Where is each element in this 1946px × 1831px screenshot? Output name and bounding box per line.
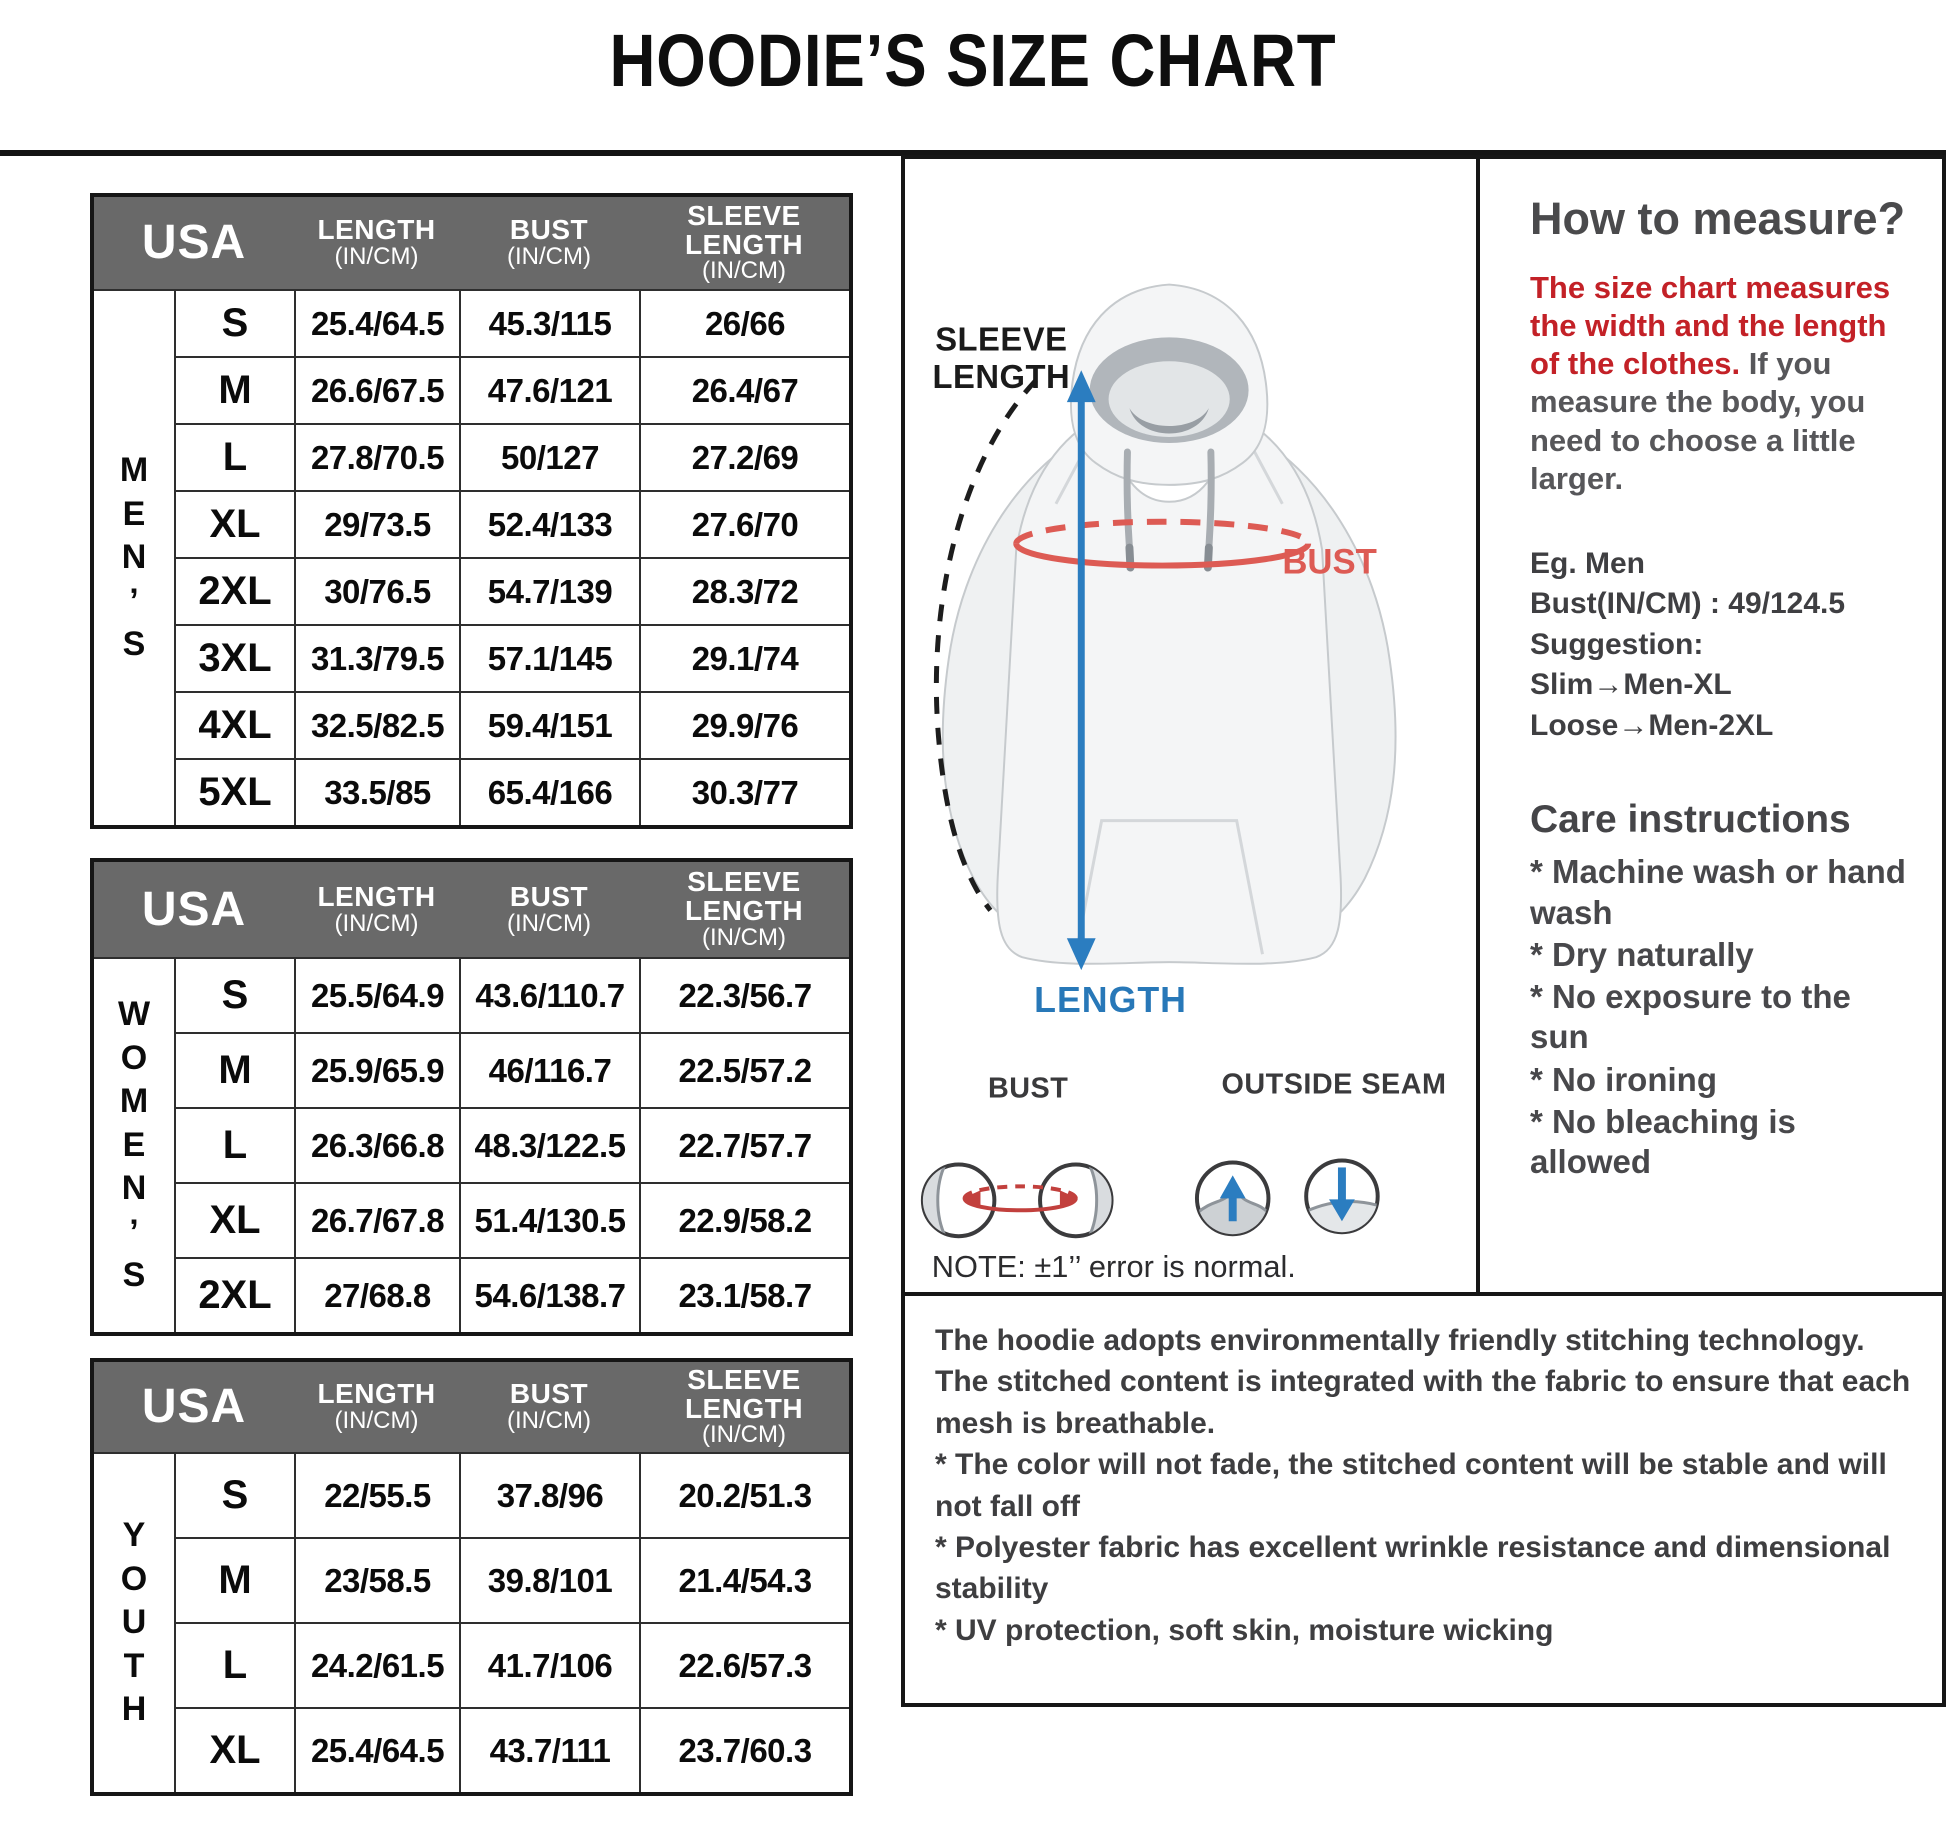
size-label-cell: 2XL <box>174 1257 294 1332</box>
how-to-measure-panel <box>1480 159 1942 1296</box>
group-label <box>94 289 174 825</box>
value-cell: 22.3/56.7 <box>639 957 849 1032</box>
example-line: Suggestion: <box>1530 627 1704 661</box>
care-instructions-heading: Care instructions <box>1530 798 1851 842</box>
size-label-cell: S <box>174 289 294 356</box>
measure-gray-text: If you measure the body, you need to choose a little larger. <box>1530 346 1866 496</box>
value-cell: 26.6/67.5 <box>294 356 459 423</box>
value-cell: 20.2/51.3 <box>639 1452 849 1537</box>
description-bullet: * The color will not fade, the stitched content will be stable and will not fall off <box>935 1448 1887 1523</box>
value-cell: 26.7/67.8 <box>294 1182 459 1257</box>
column-label: SLEEVE LENGTH <box>684 1363 804 1424</box>
value-cell: 26/66 <box>639 289 849 356</box>
youth-size-table <box>90 1358 853 1796</box>
measure-red-text: The size chart measures the width and the length of the clothes. <box>1530 270 1891 382</box>
group-letter: H <box>121 1690 147 1729</box>
value-cell: 52.4/133 <box>459 490 639 557</box>
bust-measure-arrow <box>963 1186 1078 1210</box>
bust-label: BUST <box>1282 542 1377 582</box>
value-cell: 37.8/96 <box>459 1452 639 1537</box>
table-header-col <box>459 1362 639 1452</box>
group-letter: S <box>122 1256 146 1295</box>
table-header-col <box>639 197 849 289</box>
length-label: LENGTH <box>1034 979 1187 1021</box>
size-label-cell: L <box>174 1107 294 1182</box>
column-label: SLEEVE LENGTH <box>684 199 804 260</box>
description-bullet: * Polyester fabric has excellent wrinkle resistance and dimensional stability <box>935 1530 1891 1606</box>
value-cell: 65.4/166 <box>459 758 639 825</box>
column-unit: (IN/CM) <box>507 243 591 271</box>
description-bullet: * UV protection, soft skin, moisture wicking <box>935 1613 1554 1647</box>
value-cell: 43.6/110.7 <box>459 957 639 1032</box>
size-label-cell: M <box>174 356 294 423</box>
hood-inner-collar <box>1109 361 1230 437</box>
group-label <box>94 957 174 1332</box>
group-letter: U <box>121 1603 147 1642</box>
womens-size-table <box>90 858 853 1336</box>
value-cell: 57.1/145 <box>459 624 639 691</box>
value-cell: 25.5/64.9 <box>294 957 459 1032</box>
value-cell: 25.9/65.9 <box>294 1032 459 1107</box>
value-cell: 24.2/61.5 <box>294 1622 459 1707</box>
value-cell: 22.7/57.7 <box>639 1107 849 1182</box>
value-cell: 22.5/57.2 <box>639 1032 849 1107</box>
table-header-usa: USA <box>94 197 294 289</box>
table-header-col <box>459 197 639 289</box>
group-letter: M <box>119 451 149 490</box>
value-cell: 23/58.5 <box>294 1537 459 1622</box>
group-letter: N <box>121 538 147 577</box>
care-instructions-list <box>1530 852 1914 1182</box>
size-label-cell: XL <box>174 490 294 557</box>
column-label: LENGTH <box>317 214 436 246</box>
size-label-cell: 2XL <box>174 557 294 624</box>
value-cell: 30/76.5 <box>294 557 459 624</box>
care-item: * No ironing <box>1530 1060 1717 1098</box>
value-cell: 23.7/60.3 <box>639 1707 849 1792</box>
value-cell: 31.3/79.5 <box>294 624 459 691</box>
product-description-panel <box>905 1296 1942 1703</box>
group-label <box>94 1452 174 1792</box>
table-header-col <box>294 1362 459 1452</box>
group-letter: T <box>123 1646 145 1685</box>
hoodie-diagram-panel <box>905 159 1480 1296</box>
measure-paragraph <box>1530 269 1914 498</box>
outside-seam-icon-label: OUTSIDE SEAM <box>1221 1068 1447 1101</box>
group-letter: ’ <box>129 1212 139 1251</box>
right-panel <box>901 155 1946 1707</box>
bust-icon-label: BUST <box>987 1072 1069 1105</box>
column-unit: (IN/CM) <box>702 1421 786 1449</box>
table-header-col <box>459 862 639 957</box>
group-letter: N <box>121 1169 147 1208</box>
size-label-cell: 4XL <box>174 691 294 758</box>
example-line: Eg. Men <box>1530 546 1646 580</box>
value-cell: 27.2/69 <box>639 423 849 490</box>
value-cell: 54.6/138.7 <box>459 1257 639 1332</box>
value-cell: 30.3/77 <box>639 758 849 825</box>
size-label-cell: S <box>174 1452 294 1537</box>
page-title: HOODIE’S SIZE CHART <box>609 19 1337 102</box>
table-header-col <box>639 1362 849 1452</box>
note-text: NOTE: ±1’’ error is normal. <box>931 1249 1296 1285</box>
table-header-col <box>294 197 459 289</box>
example-line: Bust(IN/CM) : 49/124.5 <box>1530 587 1846 621</box>
sleeve-length-label-line2: LENGTH <box>932 358 1071 396</box>
description-intro: The hoodie adopts environmentally friendly stitching technology. The stitched content is integrated with the fabric to ensure that each mesh is breathable. <box>935 1324 1911 1440</box>
value-cell: 28.3/72 <box>639 557 849 624</box>
how-to-measure-heading: How to measure? <box>1530 193 1906 244</box>
group-letter: W <box>117 995 151 1034</box>
column-label: LENGTH <box>317 1378 436 1410</box>
value-cell: 32.5/82.5 <box>294 691 459 758</box>
group-letter: E <box>122 494 146 533</box>
care-item: * No exposure to the sun <box>1530 978 1851 1056</box>
value-cell: 26.3/66.8 <box>294 1107 459 1182</box>
value-cell: 45.3/115 <box>459 289 639 356</box>
example-line: Loose→Men-2XL <box>1530 708 1774 742</box>
care-item: * No bleaching is allowed <box>1530 1102 1796 1180</box>
table-header-col <box>294 862 459 957</box>
size-label-cell: M <box>174 1537 294 1622</box>
value-cell: 26.4/67 <box>639 356 849 423</box>
size-label-cell: XL <box>174 1707 294 1792</box>
size-label-cell: M <box>174 1032 294 1107</box>
value-cell: 25.4/64.5 <box>294 1707 459 1792</box>
hoodie-body-shape <box>997 414 1341 964</box>
hoodie-diagram <box>905 159 1476 1292</box>
column-label: BUST <box>509 214 589 246</box>
mens-size-table <box>90 193 853 829</box>
care-item: * Dry naturally <box>1530 935 1754 973</box>
table-header-usa: USA <box>94 1362 294 1452</box>
column-label: LENGTH <box>317 880 436 912</box>
size-label-cell: L <box>174 1622 294 1707</box>
value-cell: 29.9/76 <box>639 691 849 758</box>
value-cell: 27.8/70.5 <box>294 423 459 490</box>
value-cell: 50/127 <box>459 423 639 490</box>
group-letter: S <box>122 625 146 664</box>
value-cell: 27/68.8 <box>294 1257 459 1332</box>
value-cell: 22.6/57.3 <box>639 1622 849 1707</box>
group-letter: E <box>122 1125 146 1164</box>
value-cell: 54.7/139 <box>459 557 639 624</box>
value-cell: 25.4/64.5 <box>294 289 459 356</box>
value-cell: 51.4/130.5 <box>459 1182 639 1257</box>
column-unit: (IN/CM) <box>507 1407 591 1435</box>
column-label: BUST <box>509 1378 589 1410</box>
value-cell: 47.6/121 <box>459 356 639 423</box>
column-label: BUST <box>509 880 589 912</box>
size-label-cell: 3XL <box>174 624 294 691</box>
group-letter: O <box>120 1559 148 1598</box>
value-cell: 41.7/106 <box>459 1622 639 1707</box>
column-unit: (IN/CM) <box>702 923 786 951</box>
group-letter: ’ <box>129 581 139 620</box>
value-cell: 46/116.7 <box>459 1032 639 1107</box>
column-unit: (IN/CM) <box>507 909 591 937</box>
group-letter: M <box>119 1082 149 1121</box>
column-unit: (IN/CM) <box>702 257 786 285</box>
column-unit: (IN/CM) <box>334 243 419 271</box>
value-cell: 29/73.5 <box>294 490 459 557</box>
value-cell: 21.4/54.3 <box>639 1537 849 1622</box>
value-cell: 22.9/58.2 <box>639 1182 849 1257</box>
value-cell: 43.7/111 <box>459 1707 639 1792</box>
column-unit: (IN/CM) <box>334 909 419 937</box>
value-cell: 29.1/74 <box>639 624 849 691</box>
group-letter: Y <box>122 1516 146 1555</box>
size-label-cell: 5XL <box>174 758 294 825</box>
measure-example <box>1530 544 1914 747</box>
value-cell: 39.8/101 <box>459 1537 639 1622</box>
value-cell: 33.5/85 <box>294 758 459 825</box>
size-label-cell: XL <box>174 1182 294 1257</box>
group-letter: O <box>120 1038 148 1077</box>
column-unit: (IN/CM) <box>334 1407 419 1435</box>
value-cell: 22/55.5 <box>294 1452 459 1537</box>
value-cell: 48.3/122.5 <box>459 1107 639 1182</box>
value-cell: 27.6/70 <box>639 490 849 557</box>
example-line: Slim→Men-XL <box>1530 668 1732 702</box>
size-label-cell: S <box>174 957 294 1032</box>
table-header-usa: USA <box>94 862 294 957</box>
value-cell: 59.4/151 <box>459 691 639 758</box>
table-header-col <box>639 862 849 957</box>
sleeve-length-label-line1: SLEEVE <box>935 320 1068 358</box>
value-cell: 23.1/58.7 <box>639 1257 849 1332</box>
care-item: * Machine wash or hand wash <box>1530 853 1906 931</box>
size-label-cell: L <box>174 423 294 490</box>
column-label: SLEEVE LENGTH <box>684 866 804 927</box>
